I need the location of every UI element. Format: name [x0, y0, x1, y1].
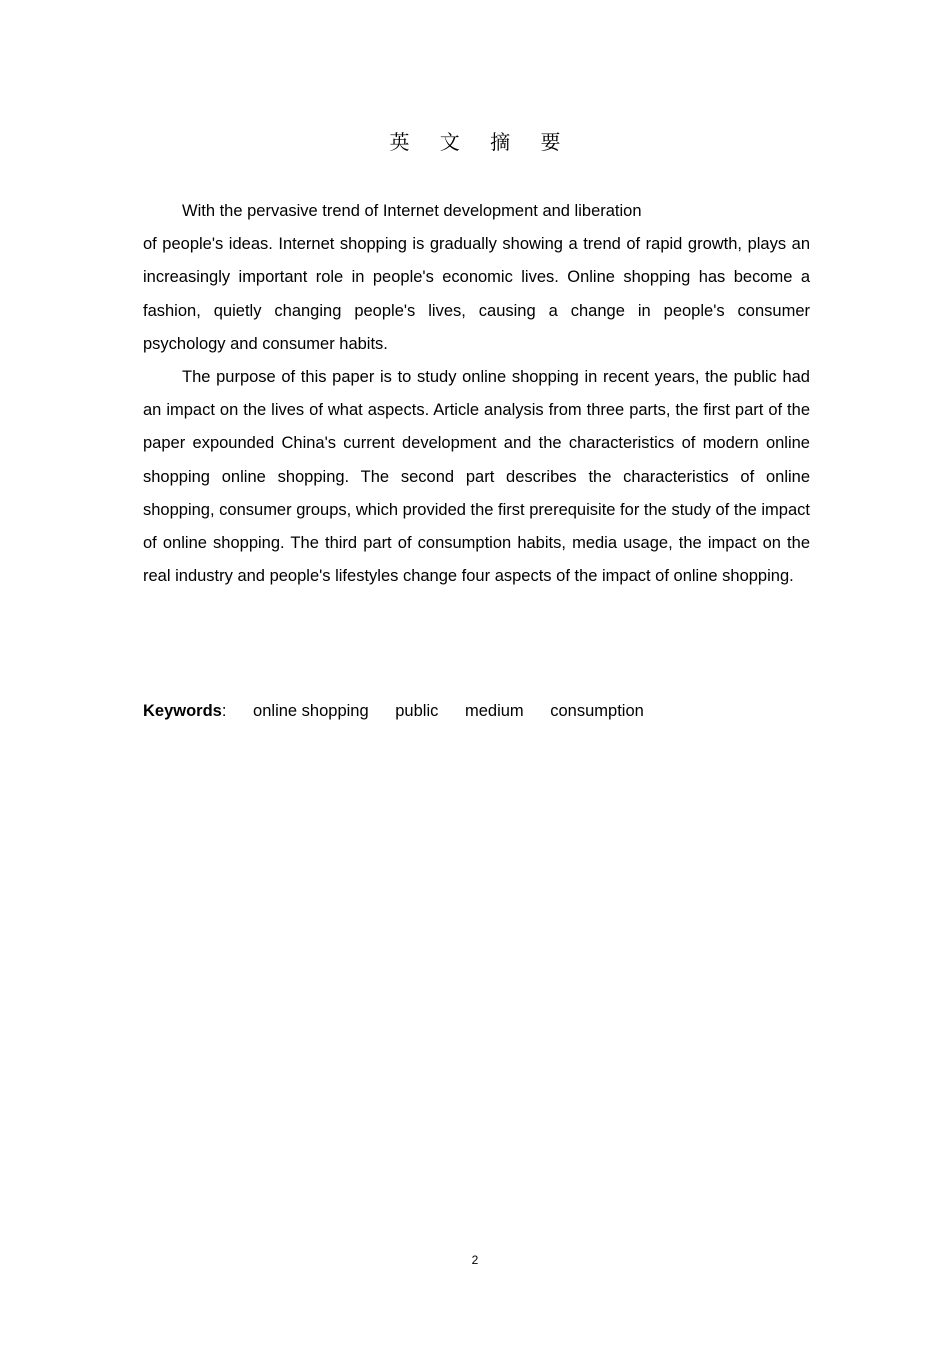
keyword-item: online shopping	[253, 702, 369, 720]
keywords-label: Keywords	[143, 702, 222, 720]
page-number: 2	[471, 1253, 479, 1267]
page-title: 英 文 摘 要	[389, 130, 573, 154]
abstract-paragraph-1-first-line: With the pervasive trend of Internet development and liberation	[182, 202, 642, 220]
keyword-item: medium	[464, 702, 524, 720]
abstract-paragraph-1	[143, 195, 810, 361]
keywords-line	[143, 697, 666, 725]
keyword-item: public	[395, 702, 439, 720]
keyword-item: consumption	[550, 702, 644, 720]
abstract-paragraph-2: The purpose of this paper is to study online shopping in recent years, the public had an impact on the lives of what aspects. Article analysis from three parts, the first part of the paper expounded China's current development and the characteristics of modern online shopping online shopping. The second part describes the characteristics of online shopping, consumer groups, which provided the first prerequisite for the study of the impact of online shopping. The third part of consumption habits, media usage, the impact on the real industry and people's lifestyles change four aspects of the impact of online shopping.	[143, 368, 810, 586]
abstract-body	[143, 195, 810, 593]
abstract-paragraph-1-rest: of people's ideas. Internet shopping is gradually showing a trend of rapid growth, plays an increasingly important role in people's economic lives. Online shopping has become a fashion, quietly changing people's lives, causing a change in people's consumer psychology and consumer habits.	[143, 235, 810, 353]
keywords-colon: :	[221, 702, 227, 720]
